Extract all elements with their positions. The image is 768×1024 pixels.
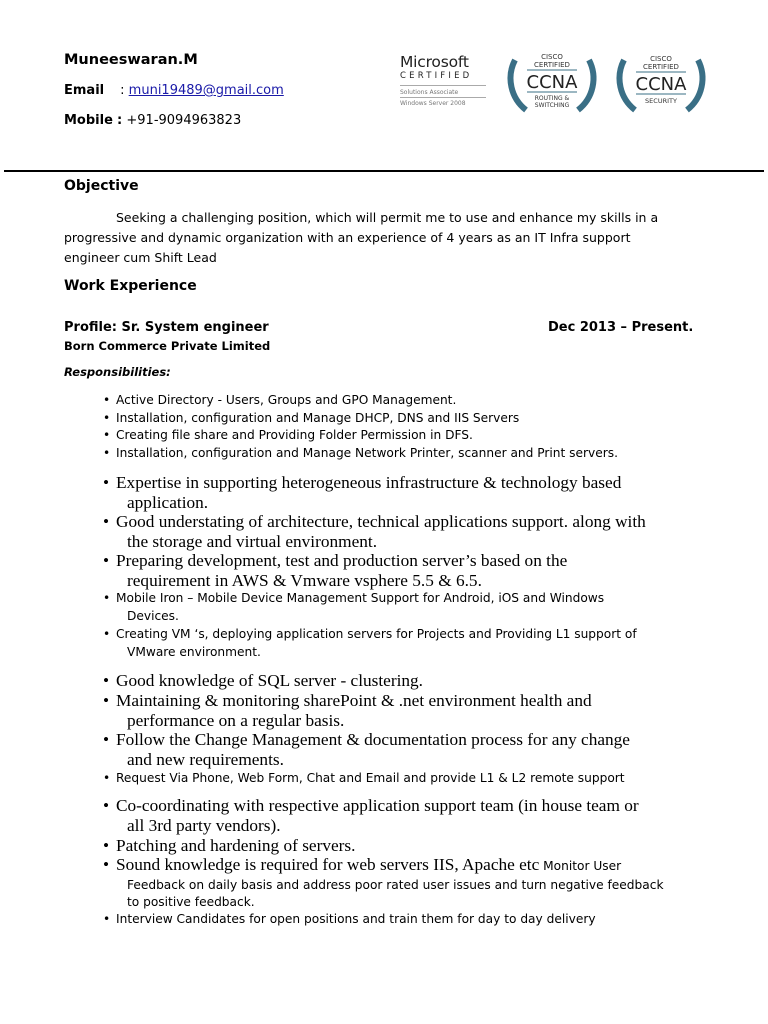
list-item: • Interview Candidates for open positions and train them for day to day delivery	[103, 912, 596, 926]
list-item: • Patching and hardening of servers.	[103, 836, 356, 855]
ccna-sec-certified: CERTIFIED	[643, 63, 679, 71]
candidate-name: Muneeswaran.M	[64, 52, 198, 68]
objective-line-2: progressive and dynamic organization with an experience of 4 years as an IT Infra support	[64, 230, 631, 245]
mobile-row	[64, 113, 241, 128]
objective-text	[64, 208, 674, 268]
email-label: Email	[64, 83, 105, 98]
email-row	[64, 83, 284, 98]
list-item: • Installation, configuration and Manage Network Printer, scanner and Print servers.	[103, 446, 618, 460]
work-experience-heading: Work Experience	[64, 278, 197, 294]
list-item: • Co-coordinating with respective application support team (in house team or all 3rd party vendors).	[103, 796, 639, 835]
list-item: • Sound knowledge is required for web servers IIS, Apache etc Monitor User Feedback on daily basis and address poor rated user issues and turn negative feedback to positive feedback.	[103, 855, 664, 909]
mobile-separator: :	[117, 113, 123, 128]
ccna-rs-sub1: ROUTING &	[534, 95, 570, 102]
ccna-rs-certified: CERTIFIED	[534, 61, 570, 69]
responsibilities-label: Responsibilities:	[64, 365, 171, 379]
list-item: • Follow the Change Management & documentation process for any change and new requirements.	[103, 730, 630, 769]
email-link[interactable]: muni19489@gmail.com	[128, 83, 284, 98]
mobile-label: Mobile	[64, 113, 113, 128]
ms-logo-line2: Windows Server 2008	[400, 97, 486, 108]
list-item: • Mobile Iron – Mobile Device Management Support for Android, iOS and Windows Devices.	[103, 591, 605, 623]
ccna-sec-main: CCNA	[635, 74, 687, 95]
microsoft-certified-logo	[400, 54, 486, 118]
ms-logo-title: Microsoft	[400, 53, 469, 71]
header-divider	[4, 170, 764, 172]
list-item: • Preparing development, test and production server’s based on the requirement in AWS & Vmware vsphere 5.5 & 6.5.	[103, 551, 568, 590]
ccna-routing-switching-logo	[503, 50, 601, 116]
ccna-rs-sub2: SWITCHING	[534, 102, 570, 109]
list-item: • Good knowledge of SQL server - clustering.	[103, 671, 423, 690]
list-item: • Request Via Phone, Web Form, Chat and Email and provide L1 & L2 remote support	[103, 771, 625, 785]
list-item: • Expertise in supporting heterogeneous infrastructure & technology based application.	[103, 473, 622, 512]
ms-logo-line1: Solutions Associate	[400, 85, 486, 97]
ccna-rs-main: CCNA	[526, 72, 578, 93]
objective-line-1: Seeking a challenging position, which will permit me to use and enhance my skills in a	[116, 210, 659, 225]
ccna-security-logo	[612, 50, 710, 116]
mobile-number: +91-9094963823	[126, 113, 242, 128]
ccna-rs-cisco: CISCO	[541, 53, 563, 61]
list-item: • Creating VM ‘s, deploying application servers for Projects and Providing L1 support of VMware environment.	[103, 627, 637, 659]
ms-logo-certified: CERTIFIED	[400, 71, 473, 81]
job-profile: Profile: Sr. System engineer	[64, 320, 269, 335]
list-item: • Good understating of architecture, technical applications support. along with the storage and virtual environment.	[103, 512, 646, 551]
list-item: • Creating file share and Providing Folder Permission in DFS.	[103, 428, 473, 442]
objective-heading: Objective	[64, 178, 139, 194]
ccna-sec-sub1: SECURITY	[645, 97, 677, 105]
list-item: • Active Directory - Users, Groups and GPO Management.	[103, 393, 457, 407]
email-separator: :	[120, 83, 125, 98]
company-name: Born Commerce Private Limited	[64, 339, 271, 353]
list-item: • Installation, configuration and Manage DHCP, DNS and IIS Servers	[103, 411, 520, 425]
job-dates: Dec 2013 – Present.	[548, 320, 694, 335]
ccna-sec-cisco: CISCO	[650, 55, 672, 63]
objective-line-3: engineer cum Shift Lead	[64, 250, 217, 265]
list-item: • Maintaining & monitoring sharePoint & .net environment health and performance on a regular basis.	[103, 691, 592, 730]
